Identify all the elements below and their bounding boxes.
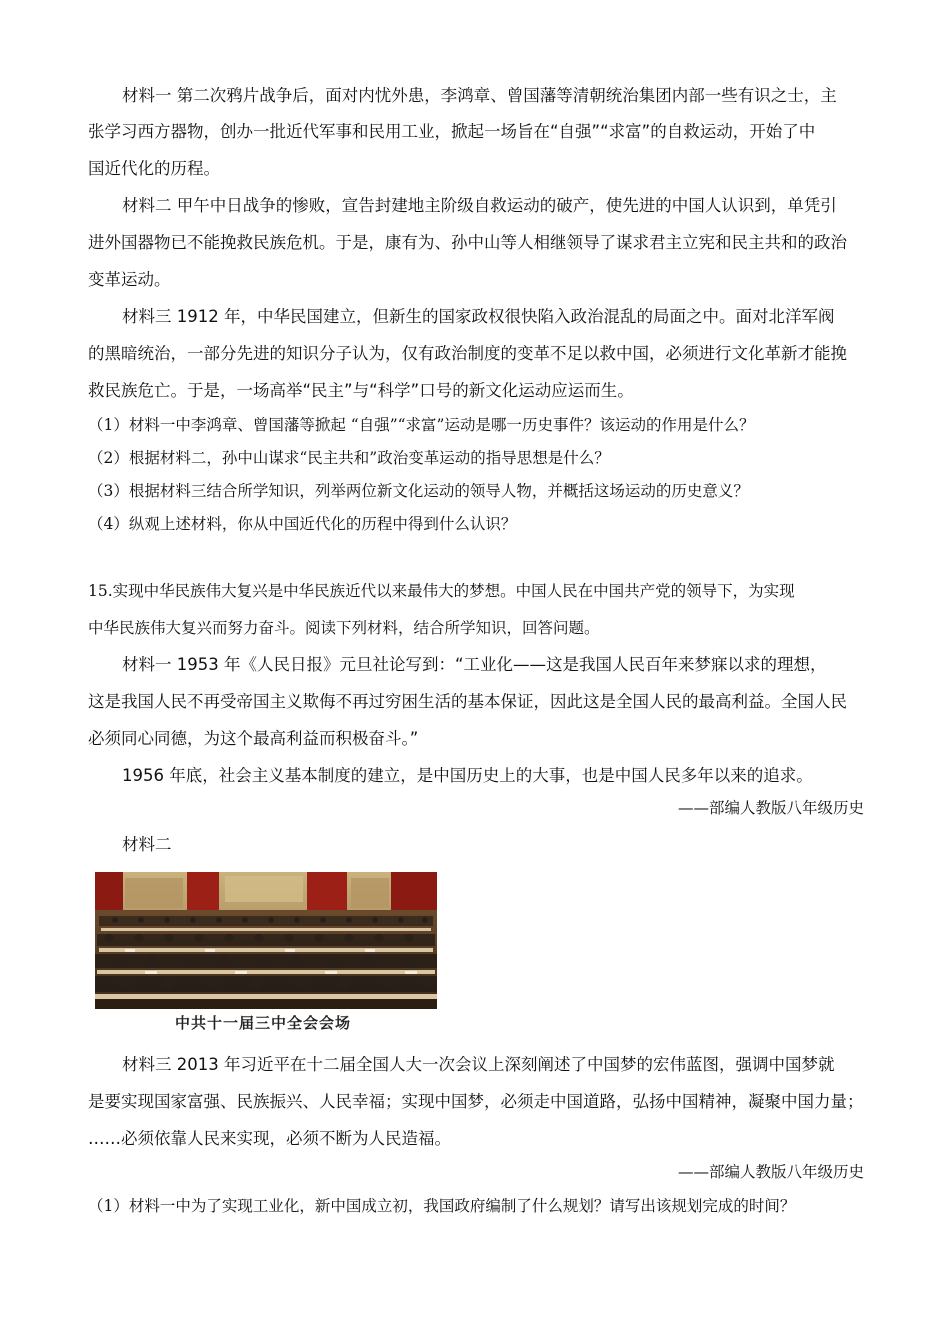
passage2-intro-line2: 中华民族伟大复兴而努力奋斗。阅读下列材料，结合所学知识，回答问题。: [88, 619, 600, 637]
passage1-question4: （4）纵观上述材料，你从中国近代化的历程中得到什么认识？: [88, 515, 517, 533]
passage1-material2-line3: 变革运动。: [88, 270, 171, 289]
passage1-material3-line1: 材料三 1912 年，中华民国建立，但新生的国家政权很快陷入政治混乱的局面之中。面对北洋军阀: [122, 307, 835, 326]
passage1-material3-line2: 的黑暗统治，一部分先进的知识分子认为，仅有政治制度的变革不足以救中国，必须进行文化革新才能挽: [88, 344, 847, 363]
passage2-material1-line1: 材料一 1953 年《人民日报》元旦社论写到：“工业化——这是我国人民百年来梦寐以求的理想，: [122, 655, 827, 674]
passage2-material1-line4: 1956 年底，社会主义基本制度的建立，是中国历史上的大事，也是中国人民多年以来的追求。: [122, 766, 813, 785]
passage2-material1-line3: 必须同心同德，为这个最高利益而积极奋斗。”: [88, 729, 419, 748]
photo-caption: 中共十一届三中全会会场: [175, 1014, 352, 1032]
passage1-material2-line1: 材料二 甲午中日战争的惨败，宣告封建地主阶级自救运动的破产，使先进的中国人认识到，单凭引: [122, 196, 837, 215]
passage1-question3: （3）根据材料三结合所学知识，列举两位新文化运动的领导人物，并概括这场运动的历史意义？: [88, 482, 749, 500]
passage1-material2-line2: 进外国器物已不能挽救民族危机。于是，康有为、孙中山等人相继领导了谋求君主立宪和民主共和的政治: [88, 233, 847, 252]
passage2-question1: （1）材料一中为了实现工业化，新中国成立初，我国政府编制了什么规划？请写出该规划完成的时间？: [88, 1197, 796, 1215]
passage1-question1: （1）材料一中李鸿章、曾国藩等掀起 “自强”“求富”运动是哪一历史事件？该运动的作用是什么？: [88, 416, 755, 434]
passage2-material3-line1: 材料三 2013 年习近平在十二届全国人大一次会议上深刻阐述了中国梦的宏伟蓝图，强调中国梦就: [122, 1055, 835, 1074]
passage2-source2: ——部编人教版八年级历史: [677, 1163, 864, 1181]
passage2-source1: ——部编人教版八年级历史: [677, 799, 864, 817]
passage1-question2: （2）根据材料二，孙中山谋求“民主共和”政治变革运动的指导思想是什么？: [88, 449, 610, 467]
passage1-material1-line3: 国近代化的历程。: [88, 159, 220, 178]
passage2-material3-line3: ……必须依靠人民来实现，必须不断为人民造福。: [88, 1129, 451, 1148]
passage1-material3-line3: 救民族危亡。于是，一场高举“民主”与“科学”口号的新文化运动应运而生。: [88, 381, 634, 400]
passage2-material3-line2: 是要实现国家富强、民族振兴、人民幸福；实现中国梦，必须走中国道路，弘扬中国精神，凝聚中国力量；: [88, 1092, 864, 1111]
passage2-material2-label: 材料二: [122, 835, 172, 854]
passage2-material1-line2: 这是我国人民不再受帝国主义欺侮不再过穷困生活的基本保证，因此这是全国人民的最高利益。全国人民: [88, 692, 847, 711]
passage2-intro-line1: 15.实现中华民族伟大复兴是中华民族近代以来最伟大的梦想。中国人民在中国共产党的领导下，为实现: [88, 582, 795, 600]
plenary-session-photo: [95, 872, 437, 1009]
passage1-material1-line1: 材料一 第二次鸦片战争后，面对内忧外患，李鸿章、曾国藩等清朝统治集团内部一些有识之士，主: [122, 86, 837, 105]
passage1-material1-line2: 张学习西方器物，创办一批近代军事和民用工业，掀起一场旨在“自强”“求富”的自救运动，开始了中: [88, 122, 816, 141]
